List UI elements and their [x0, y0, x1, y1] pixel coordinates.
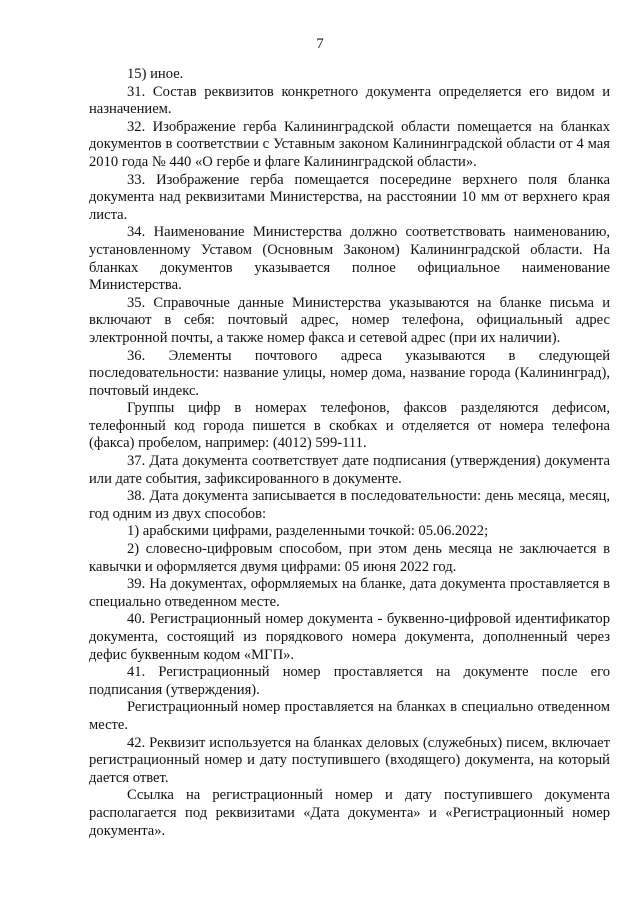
- paragraph-33: 33. Изображение герба помещается посередине верхнего поля бланка документа над реквизитами Министерства, на расстоянии 10 мм от верхнего края листа.: [89, 171, 610, 223]
- page-number: 7: [316, 36, 324, 52]
- paragraph-38: 38. Дата документа записывается в последовательности: день месяца, месяц, год одним из двух способов:: [89, 488, 610, 522]
- paragraph-40: 40. Регистрационный номер документа - буквенно-цифровой идентификатор документа, состоящий из порядкового номера документа, дополненный через дефис буквенным кодом «МГП».: [89, 611, 610, 663]
- paragraph-registration-place: Регистрационный номер проставляется на бланках в специально отведенном месте.: [89, 699, 610, 733]
- paragraph-42: 42. Реквизит используется на бланках деловых (служебных) писем, включает регистрационный номер и дату поступившего (входящего) документа, на который дается ответ.: [89, 734, 610, 786]
- paragraph-38-item-1: 1) арабскими цифрами, разделенными точкой: 05.06.2022;: [127, 523, 489, 540]
- paragraph-38-item-2: 2) словесно-цифровым способом, при этом день месяца не заключается в кавычки и оформляется двумя цифрами: 05 июня 2022 год.: [89, 541, 610, 575]
- paragraph-39: 39. На документах, оформляемых на бланке, дата документа проставляется в специально отведенном месте.: [89, 576, 610, 610]
- paragraph-reference: Ссылка на регистрационный номер и дату поступившего документа располагается под реквизитами «Дата документа» и «Регистрационный номер документа».: [89, 787, 610, 839]
- paragraph-31: 31. Состав реквизитов конкретного документа определяется его видом и назначением.: [89, 83, 610, 118]
- paragraph-36: 36. Элементы почтового адреса указываются в следующей последовательности: название улицы, номер дома, название города (Калининград), почтовый индекс.: [89, 347, 610, 399]
- paragraph-phone-format: Группы цифр в номерах телефонов, факсов разделяются дефисом, телефонный код города пишется в скобках и отделяется от номера телефона (факса) пробелом, например: (4012) 599-111.: [89, 400, 610, 452]
- paragraph-37: 37. Дата документа соответствует дате подписания (утверждения) документа или дате события, зафиксированного в документе.: [89, 453, 610, 487]
- paragraph-41: 41. Регистрационный номер проставляется на документе после его подписания (утверждения).: [89, 664, 610, 698]
- paragraph-item-15: 15) иное.: [127, 66, 184, 82]
- paragraph-34: 34. Наименование Министерства должно соответствовать наименованию, установленному Уставом (Основным Законом) Калининградской области. На бланках документов указывается полное официальное наименование Министерства.: [89, 224, 610, 294]
- paragraph-32: 32. Изображение герба Калининградской области помещается на бланках документов в соответствии с Уставным законом Калининградской области от 4 мая 2010 года № 440 «О гербе и флаге Калининградской области».: [89, 118, 610, 170]
- document-body: [89, 66, 610, 840]
- paragraph-35: 35. Справочные данные Министерства указываются на бланке письма и включают в себя: почтовый адрес, номер телефона, официальный адрес электронной почты, а также номер факса и сетевой адрес (при их наличии).: [89, 294, 610, 346]
